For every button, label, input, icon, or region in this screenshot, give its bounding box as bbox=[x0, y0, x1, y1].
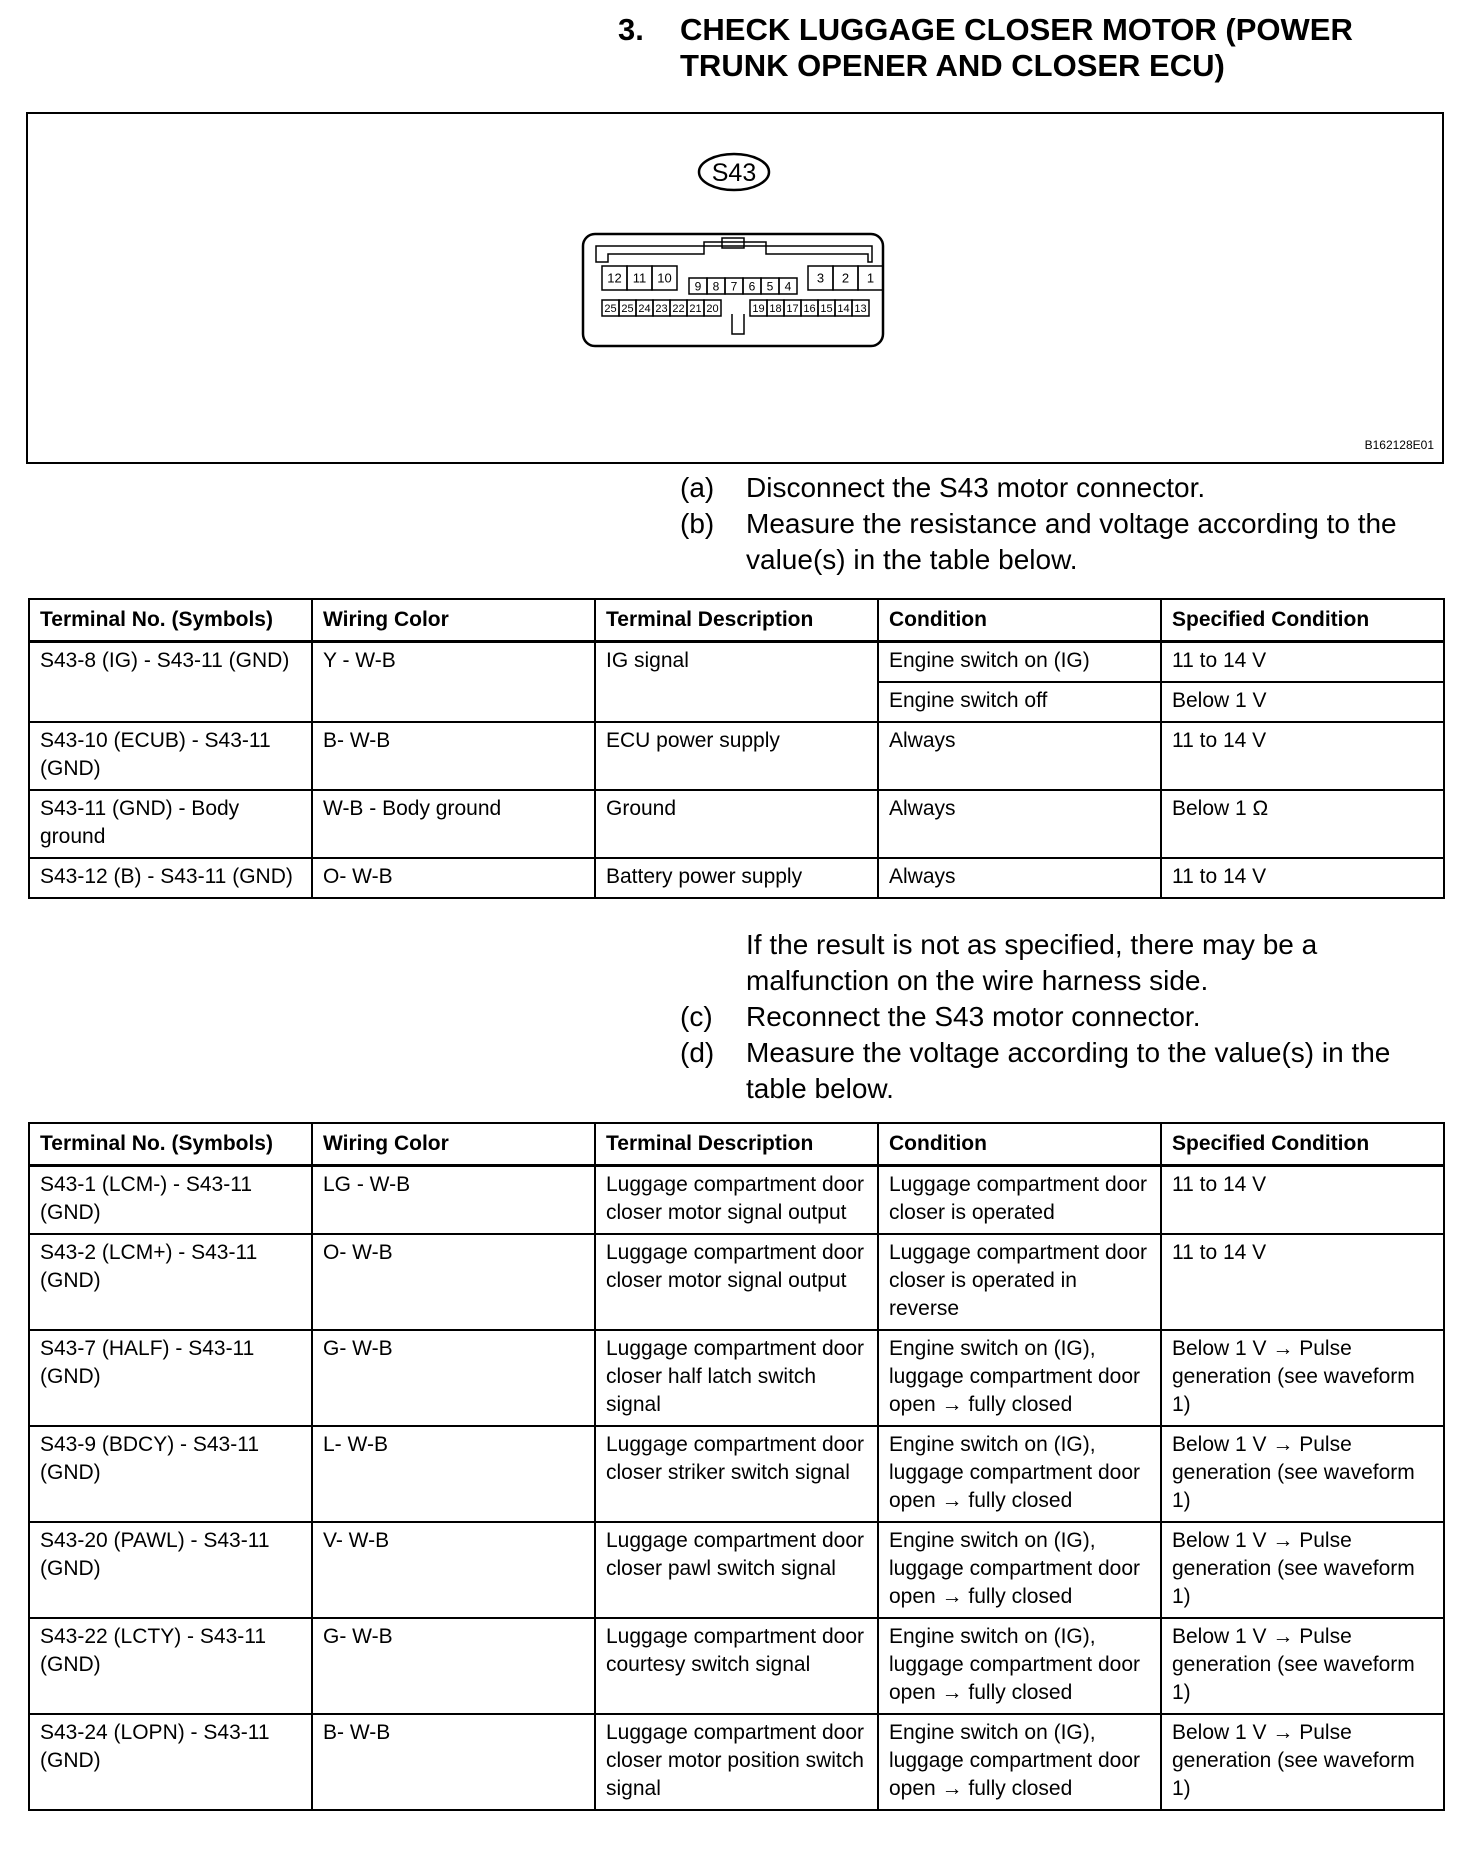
cell-wiring: L- W-B bbox=[312, 1426, 595, 1522]
pin-number: 7 bbox=[730, 279, 738, 294]
pin-number: 18 bbox=[769, 302, 782, 315]
connector-lock-tab bbox=[596, 242, 872, 262]
pin-number: 14 bbox=[837, 302, 850, 315]
cell-spec: 11 to 14 V bbox=[1161, 642, 1444, 683]
pin-number: 20 bbox=[706, 302, 719, 315]
pin-number: 10 bbox=[657, 270, 672, 286]
pin-number: 6 bbox=[748, 279, 756, 294]
cell-description: Ground bbox=[595, 790, 878, 858]
cell-description: Luggage compartment door closer half latch switch signal bbox=[595, 1330, 878, 1426]
cell-description: Luggage compartment door courtesy switch signal bbox=[595, 1618, 878, 1714]
cell-terminal: S43-12 (B) - S43-11 (GND) bbox=[29, 858, 312, 898]
cell-terminal: S43-9 (BDCY) - S43-11 (GND) bbox=[29, 1426, 312, 1522]
column-header: Wiring Color bbox=[312, 1123, 595, 1166]
table-row bbox=[29, 1166, 1444, 1235]
step-text: Measure the resistance and voltage according to the value(s) in the table below. bbox=[746, 508, 1397, 575]
cell-description: Luggage compartment door closer motor signal output bbox=[595, 1166, 878, 1235]
cell-spec: 11 to 14 V bbox=[1161, 722, 1444, 790]
step-text: Reconnect the S43 motor connector. bbox=[746, 1001, 1201, 1032]
cell-terminal: S43-8 (IG) - S43-11 (GND) bbox=[29, 642, 312, 723]
cell-wiring: G- W-B bbox=[312, 1618, 595, 1714]
cell-wiring: V- W-B bbox=[312, 1522, 595, 1618]
table-row bbox=[29, 1234, 1444, 1330]
pin-number: 19 bbox=[752, 302, 765, 315]
spec-table-1 bbox=[28, 598, 1445, 899]
pin-number: 23 bbox=[655, 302, 668, 315]
connector-diagram bbox=[28, 114, 1442, 462]
cell-condition: Luggage compartment door closer is operated in reverse bbox=[878, 1234, 1161, 1330]
pin-number: 21 bbox=[689, 302, 702, 315]
note-text: If the result is not as specified, there may be a malfunction on the wire harness side. bbox=[746, 929, 1318, 996]
cell-wiring: LG - W-B bbox=[312, 1166, 595, 1235]
cell-spec: 11 to 14 V bbox=[1161, 858, 1444, 898]
cell-wiring: B- W-B bbox=[312, 1714, 595, 1810]
cell-terminal: S43-22 (LCTY) - S43-11 (GND) bbox=[29, 1618, 312, 1714]
cell-wiring: Y - W-B bbox=[312, 642, 595, 723]
cell-spec: Below 1 V → Pulse generation (see waveform 1) bbox=[1161, 1330, 1444, 1426]
step-text: Disconnect the S43 motor connector. bbox=[746, 472, 1206, 503]
cell-condition: Engine switch on (IG), luggage compartment door open → fully closed bbox=[878, 1714, 1161, 1810]
connector-key bbox=[732, 314, 744, 334]
pin-number: 24 bbox=[638, 302, 651, 315]
step-item bbox=[680, 1035, 1450, 1107]
cell-spec: Below 1 V → Pulse generation (see waveform 1) bbox=[1161, 1714, 1444, 1810]
step-item bbox=[680, 506, 1450, 578]
table-header-row bbox=[29, 1123, 1444, 1166]
cell-wiring: O- W-B bbox=[312, 858, 595, 898]
cell-description: ECU power supply bbox=[595, 722, 878, 790]
pin-number: 22 bbox=[672, 302, 685, 315]
cell-description: Luggage compartment door closer striker switch signal bbox=[595, 1426, 878, 1522]
section-number: 3. bbox=[618, 12, 644, 47]
step-label: (c) bbox=[680, 1001, 713, 1032]
step-label: (b) bbox=[680, 508, 715, 539]
connector-figure bbox=[26, 112, 1444, 464]
pin-number: 2 bbox=[841, 270, 850, 286]
cell-description: IG signal bbox=[595, 642, 878, 723]
cell-description: Luggage compartment door closer motor position switch signal bbox=[595, 1714, 878, 1810]
column-header: Terminal Description bbox=[595, 1123, 878, 1166]
cell-condition: Always bbox=[878, 790, 1161, 858]
cell-description: Battery power supply bbox=[595, 858, 878, 898]
steps-c-d bbox=[680, 927, 1450, 1107]
pin-number: 9 bbox=[694, 279, 702, 294]
column-header: Condition bbox=[878, 1123, 1161, 1166]
table-row bbox=[29, 722, 1444, 790]
cell-terminal: S43-2 (LCM+) - S43-11 (GND) bbox=[29, 1234, 312, 1330]
table-row bbox=[29, 1618, 1444, 1714]
cell-condition: Engine switch on (IG), luggage compartment door open → fully closed bbox=[878, 1522, 1161, 1618]
note-item bbox=[680, 927, 1450, 999]
cell-description: Luggage compartment door closer pawl switch signal bbox=[595, 1522, 878, 1618]
cell-condition: Engine switch on (IG), luggage compartment door open → fully closed bbox=[878, 1618, 1161, 1714]
pin-number: 16 bbox=[803, 302, 816, 315]
cell-condition: Engine switch off bbox=[878, 682, 1161, 722]
table-row bbox=[29, 642, 1444, 683]
pin-number: 11 bbox=[632, 270, 647, 286]
figure-code: B162128E01 bbox=[1364, 438, 1434, 452]
column-header: Terminal No. (Symbols) bbox=[29, 599, 312, 642]
cell-spec: Below 1 V → Pulse generation (see waveform 1) bbox=[1161, 1522, 1444, 1618]
column-header: Condition bbox=[878, 599, 1161, 642]
cell-spec: 11 to 14 V bbox=[1161, 1166, 1444, 1235]
pins-bottom-row bbox=[602, 300, 869, 316]
pin-number: 25 bbox=[604, 302, 617, 315]
step-text: Measure the voltage according to the value(s) in the table below. bbox=[746, 1037, 1391, 1104]
pin-number: 15 bbox=[820, 302, 833, 315]
cell-spec: Below 1 V → Pulse generation (see waveform 1) bbox=[1161, 1618, 1444, 1714]
column-header: Specified Condition bbox=[1161, 599, 1444, 642]
cell-description: Luggage compartment door closer motor signal output bbox=[595, 1234, 878, 1330]
column-header: Specified Condition bbox=[1161, 1123, 1444, 1166]
table-row bbox=[29, 1330, 1444, 1426]
pin-number: 4 bbox=[784, 279, 792, 294]
table-row bbox=[29, 1426, 1444, 1522]
step-item bbox=[680, 999, 1450, 1035]
pins-top-row bbox=[602, 266, 883, 294]
table-header-row bbox=[29, 599, 1444, 642]
cell-terminal: S43-24 (LOPN) - S43-11 (GND) bbox=[29, 1714, 312, 1810]
pin-number: 8 bbox=[712, 279, 720, 294]
column-header: Terminal Description bbox=[595, 599, 878, 642]
cell-condition: Engine switch on (IG), luggage compartment door open → fully closed bbox=[878, 1330, 1161, 1426]
cell-wiring: O- W-B bbox=[312, 1234, 595, 1330]
cell-terminal: S43-1 (LCM-) - S43-11 (GND) bbox=[29, 1166, 312, 1235]
table-row bbox=[29, 790, 1444, 858]
table-row bbox=[29, 858, 1444, 898]
cell-condition: Always bbox=[878, 858, 1161, 898]
cell-spec: Below 1 V → Pulse generation (see waveform 1) bbox=[1161, 1426, 1444, 1522]
cell-condition: Engine switch on (IG), luggage compartment door open → fully closed bbox=[878, 1426, 1161, 1522]
table-row bbox=[29, 1522, 1444, 1618]
cell-spec: 11 to 14 V bbox=[1161, 1234, 1444, 1330]
cell-spec: Below 1 Ω bbox=[1161, 790, 1444, 858]
pin-number: 13 bbox=[854, 302, 867, 315]
cell-terminal: S43-11 (GND) - Body ground bbox=[29, 790, 312, 858]
pin-number: 12 bbox=[607, 270, 622, 286]
cell-condition: Always bbox=[878, 722, 1161, 790]
steps-a-b bbox=[680, 470, 1450, 578]
cell-condition: Luggage compartment door closer is operated bbox=[878, 1166, 1161, 1235]
column-header: Wiring Color bbox=[312, 599, 595, 642]
step-item bbox=[680, 470, 1450, 506]
cell-wiring: G- W-B bbox=[312, 1330, 595, 1426]
step-label: (d) bbox=[680, 1037, 715, 1068]
cell-wiring: B- W-B bbox=[312, 722, 595, 790]
pin-number: 25 bbox=[621, 302, 634, 315]
spec-table-2 bbox=[28, 1122, 1445, 1811]
cell-condition: Engine switch on (IG) bbox=[878, 642, 1161, 683]
table-row bbox=[29, 1714, 1444, 1810]
cell-terminal: S43-7 (HALF) - S43-11 (GND) bbox=[29, 1330, 312, 1426]
cell-terminal: S43-10 (ECUB) - S43-11 (GND) bbox=[29, 722, 312, 790]
pin-number: 1 bbox=[866, 270, 875, 286]
cell-wiring: W-B - Body ground bbox=[312, 790, 595, 858]
cell-spec: Below 1 V bbox=[1161, 682, 1444, 722]
column-header: Terminal No. (Symbols) bbox=[29, 1123, 312, 1166]
cell-terminal: S43-20 (PAWL) - S43-11 (GND) bbox=[29, 1522, 312, 1618]
step-label: (a) bbox=[680, 472, 715, 503]
pin-number: 17 bbox=[786, 302, 799, 315]
section-title: CHECK LUGGAGE CLOSER MOTOR (POWER TRUNK OPENER AND CLOSER ECU) bbox=[680, 12, 1353, 83]
pin-number: 3 bbox=[816, 270, 825, 286]
connector-label: S43 bbox=[711, 159, 757, 187]
pin-number: 5 bbox=[766, 279, 774, 294]
